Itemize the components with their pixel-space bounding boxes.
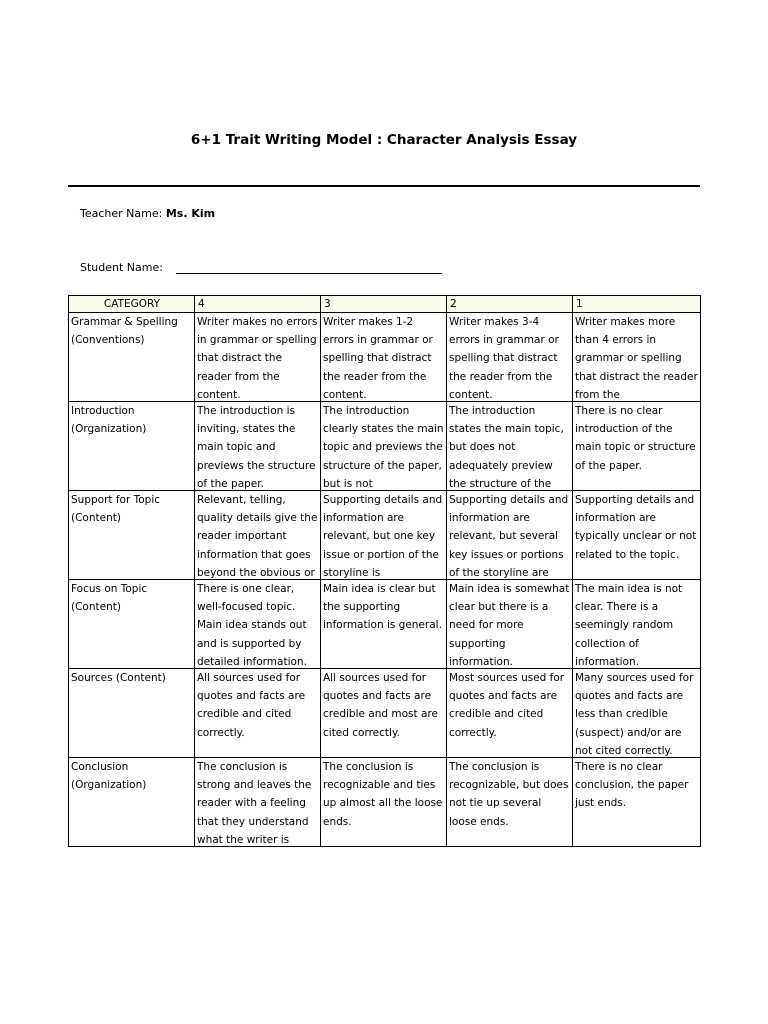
table-row	[69, 669, 701, 758]
teacher-name-label: Teacher Name:	[80, 207, 163, 220]
table-cell: All sources used for quotes and facts are credible and most are cited correctly.	[321, 669, 447, 758]
table-cell: There is no clear conclusion, the paper just ends.	[573, 758, 701, 847]
table-cell: The introduction clearly states the main topic and previews the structure of the paper, but is not	[321, 402, 447, 491]
row-category: Introduction (Organization)	[69, 402, 195, 491]
table-cell: All sources used for quotes and facts are credible and cited correctly.	[195, 669, 321, 758]
row-category: Conclusion (Organization)	[69, 758, 195, 847]
student-name-row	[80, 261, 163, 274]
column-header-1: 1	[573, 296, 701, 313]
table-cell: Main idea is somewhat clear but there is a need for more supporting information.	[447, 580, 573, 669]
row-category: Grammar & Spelling (Conventions)	[69, 313, 195, 402]
table-cell: There is no clear introduction of the main topic or structure of the paper.	[573, 402, 701, 491]
table-cell: Supporting details and information are typically unclear or not related to the topic.	[573, 491, 701, 580]
table-cell: Relevant, telling, quality details give the reader important information that goes beyond the obvious or	[195, 491, 321, 580]
table-cell: Main idea is clear but the supporting information is general.	[321, 580, 447, 669]
student-name-blank	[176, 273, 442, 274]
table-cell: Most sources used for quotes and facts are credible and cited correctly.	[447, 669, 573, 758]
table-row	[69, 313, 701, 402]
column-header-category: CATEGORY	[69, 296, 195, 313]
table-cell: The main idea is not clear. There is a seemingly random collection of information.	[573, 580, 701, 669]
table-cell: The introduction is inviting, states the main topic and previews the structure of the paper.	[195, 402, 321, 491]
column-header-4: 4	[195, 296, 321, 313]
table-cell: Supporting details and information are relevant, but several key issues or portions of the storyline are	[447, 491, 573, 580]
column-header-3: 3	[321, 296, 447, 313]
title-divider	[68, 185, 700, 187]
table-cell: Writer makes 3-4 errors in grammar or spelling that distract the reader from the content.	[447, 313, 573, 402]
table-cell: The conclusion is strong and leaves the reader with a feeling that they understand what the writer is	[195, 758, 321, 847]
rubric-table	[68, 295, 701, 847]
teacher-name-value: Ms. Kim	[165, 207, 216, 220]
table-cell: Writer makes more than 4 errors in grammar or spelling that distract the reader from the	[573, 313, 701, 402]
row-category: Sources (Content)	[69, 669, 195, 758]
table-cell: The conclusion is recognizable, but does not tie up several loose ends.	[447, 758, 573, 847]
table-row	[69, 758, 701, 847]
row-category: Focus on Topic (Content)	[69, 580, 195, 669]
table-cell: Writer makes no errors in grammar or spelling that distract the reader from the content.	[195, 313, 321, 402]
table-cell: Writer makes 1-2 errors in grammar or spelling that distract the reader from the content.	[321, 313, 447, 402]
table-cell: There is one clear, well-focused topic. Main idea stands out and is supported by detailed information.	[195, 580, 321, 669]
table-cell: Supporting details and information are relevant, but one key issue or portion of the storyline is	[321, 491, 447, 580]
column-header-2: 2	[447, 296, 573, 313]
table-cell: The conclusion is recognizable and ties up almost all the loose ends.	[321, 758, 447, 847]
table-row	[69, 402, 701, 491]
table-cell: The introduction states the main topic, but does not adequately preview the structure of the	[447, 402, 573, 491]
table-cell: Many sources used for quotes and facts are less than credible (suspect) and/or are not cited correctly.	[573, 669, 701, 758]
rubric-header-row	[69, 296, 701, 313]
table-row	[69, 580, 701, 669]
page-title: 6+1 Trait Writing Model : Character Analysis Essay	[190, 132, 578, 148]
table-row	[69, 491, 701, 580]
student-name-label: Student Name:	[80, 261, 163, 274]
teacher-name-row	[80, 207, 215, 220]
row-category: Support for Topic (Content)	[69, 491, 195, 580]
